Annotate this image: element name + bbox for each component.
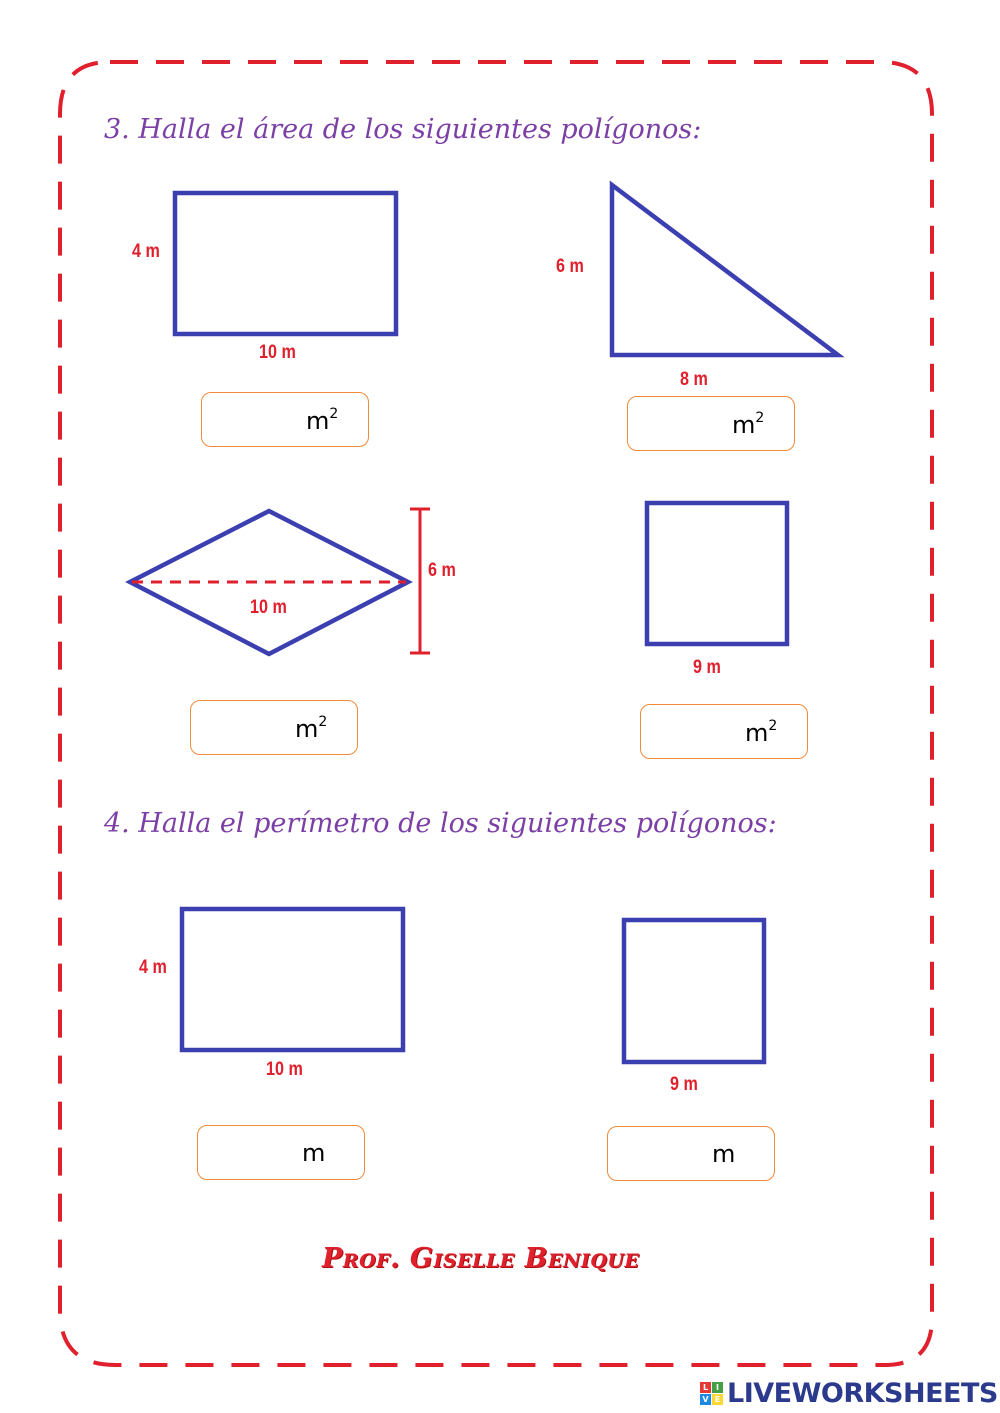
rectangle-base-label: 10 m <box>259 342 296 363</box>
unit-label: $m^2$ <box>295 714 328 743</box>
author-signature: Prof. Giselle Benique <box>322 1243 640 1274</box>
perimeter-rectangle-base-label: 10 m <box>266 1059 303 1080</box>
rhombus-height-bracket <box>410 509 430 653</box>
perimeter-square <box>624 920 764 1062</box>
liveworksheets-brand <box>700 1376 998 1410</box>
rectangle-perimeter-answer-box <box>197 1125 365 1180</box>
square-area-input[interactable] <box>649 713 739 751</box>
rhombus-area-input[interactable] <box>199 709 289 747</box>
rhombus-height-label: 6 m <box>428 560 456 581</box>
unit-label: $m^2$ <box>306 406 339 435</box>
rhombus-area-answer-box <box>190 700 358 755</box>
rhombus-diagonal-label: 10 m <box>250 597 287 618</box>
unit-label: $m^2$ <box>745 718 778 747</box>
square-area-answer-box <box>640 704 808 759</box>
section-4-title: 4. Halla el perímetro de los siguientes polígonos: <box>104 808 777 839</box>
perimeter-rectangle-height-label: 4 m <box>139 957 167 978</box>
triangle-base-label: 8 m <box>680 369 708 390</box>
perimeter-rectangle <box>182 909 403 1050</box>
perimeter-square-side-label: 9 m <box>670 1074 698 1095</box>
triangle-area-answer-box <box>627 396 795 451</box>
brand-name: LIVEWORKSHEETS <box>727 1377 998 1409</box>
unit-label: $m^2$ <box>732 410 765 439</box>
unit-label: m <box>712 1140 736 1168</box>
triangle-area-input[interactable] <box>636 405 726 443</box>
unit-label: m <box>302 1139 326 1167</box>
rectangle-area-answer-box <box>201 392 369 447</box>
square-perimeter-answer-box <box>607 1126 775 1181</box>
rectangle-perimeter-input[interactable] <box>206 1134 296 1172</box>
square-perimeter-input[interactable] <box>616 1135 706 1173</box>
section-3-title: 3. Halla el área de los siguientes polígonos: <box>104 114 702 145</box>
liveworksheets-logo-icon: L I V E <box>700 1382 723 1405</box>
area-rectangle <box>175 193 396 334</box>
triangle-height-label: 6 m <box>556 256 584 277</box>
rectangle-height-label: 4 m <box>132 241 160 262</box>
rectangle-area-input[interactable] <box>210 401 300 439</box>
square-side-label: 9 m <box>693 657 721 678</box>
area-right-triangle <box>612 185 838 355</box>
area-square <box>647 503 787 644</box>
